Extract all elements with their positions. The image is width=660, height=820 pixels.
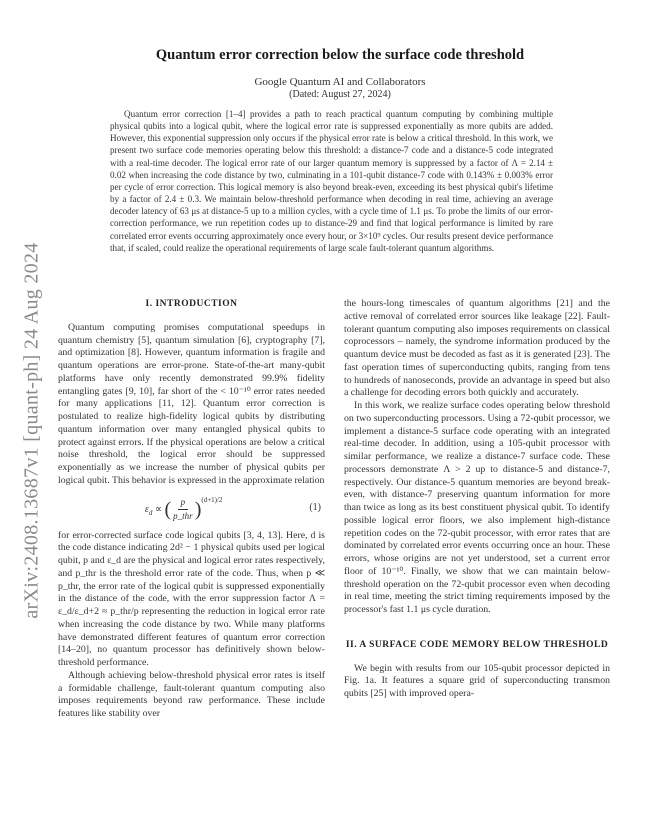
abstract: Quantum error correction [1–4] provides a path to reach practical quantum computing by combining multiple physical qubits into a logical qubit, where the logical error rate is suppressed exponentially as more qubits are added. However, this exponential suppression only occurs if the physical error rate is below a critical threshold. In this work, we present two surface code memories operating below this threshold: a distance-7 code and a distance-5 code integrated with a real-time decoder. The logical error rate of our larger quantum memory is suppressed by a factor of Λ = 2.14 ± 0.02 when increasing the code distance by two, culminating in a 101-qubit distance-7 code with 0.143% ± 0.003% error per cycle of error correction. This logical memory is also beyond break-even, exceeding its best physical qubit's lifetime by a factor of 2.4 ± 0.3. We maintain below-threshold performance when decoding in real time, achieving an average decoder latency of 63 μs at distance-5 up to a million cycles, with a cycle time of 1.1 μs. To probe the limits of our error-correction performance, we run repetition codes up to distance-29 and find that logical performance is limited by rare correlated error events occurring approximately once every hour, or 3×10⁹ cycles. Our results present device performance that, if scaled, could realize the operational requirements of large scale fault-tolerant quantum algorithms. (110, 109, 553, 253)
equation-number: (1) (309, 502, 321, 514)
right-column (344, 298, 610, 701)
intro-paragraph-2: for error-corrected surface code logical qubits [3, 4, 13]. Here, d is the code distance indicating 2d² − 1 physical qubits used per logical qubit, p and ε_d are the physical and logical error rates respectively, and p_thr is the threshold error rate of the code. Thus, when p ≪ p_thr, the error rate of the logical qubit is suppressed exponentially in the distance of the code, with the error suppression factor Λ = ε_d/ε_d+2 ≈ p_thr/p representing the reduction in logical error rate when increasing the code distance by two. While many platforms have demonstrated different features of quantum error correction [14–20], no quantum processor has definitively shown below-threshold performance. (58, 529, 325, 668)
section-spacer (344, 617, 610, 639)
surface-code-paragraph-1: We begin with results from our 105-qubit processor depicted in Fig. 1a. It features a square grid of superconducting transmon qubits [25] with improved opera- (344, 662, 610, 699)
intro-paragraph-1: Quantum computing promises computational speedups in quantum chemistry [5], quantum simulation [6], cryptography [7], and optimization [8]. However, quantum information is fragile and quantum operations are error-prone. State-of-the-art many-qubit platforms have only recently demonstrated 99.9% fidelity entangling gates [9, 10], far short of the < 10⁻¹⁰ error rates needed for many applications [11, 12]. Quantum error correction is postulated to realize high-fidelity logical qubits by distributing quantum information over many entangled physical qubits to protect against errors. If the physical operations are below a critical noise threshold, the logical error should be suppressed exponentially as we increase the number of physical qubits per logical qubit. This behavior is expressed in the approximate relation (58, 321, 325, 486)
intro-paragraph-3-continued: the hours-long timescales of quantum algorithms [21] and the active removal of correlated error sources like leakage [22]. Fault-tolerant quantum computing also imposes requirements on classical coprocessors – namely, the syndrome information produced by the quantum device must be decoded as fast as it is generated [23]. The fast operation times of superconducting qubits, ranging from tens to hundreds of nanoseconds, provide an advantage in speed but also a challenge for decoding errors both quickly and accurately. (344, 298, 610, 399)
paper-title: Quantum error correction below the surface code threshold (155, 47, 525, 63)
arxiv-identifier-text[interactable]: arXiv:2408.13687v1 [quant-ph] 24 Aug 2024 (20, 241, 43, 619)
section-heading-surface-code: II. A SURFACE CODE MEMORY BELOW THRESHOLD (345, 639, 609, 650)
equation-propto: ∝ (154, 504, 165, 516)
equation-denominator: p_thr (173, 511, 193, 522)
section-heading-introduction: I. INTRODUCTION (145, 299, 238, 309)
equation-exponent: (d+1)/2 (201, 496, 223, 505)
paper-authors: Google Quantum AI and Collaborators (254, 76, 426, 88)
equation-body (58, 494, 309, 523)
intro-paragraph-4: In this work, we realize surface codes operating below threshold on two superconducting processors. Using a 72-qubit processor, we implement a distance-5 surface code operating with an integrated real-time decoder. In addition, using a 105-qubit processor with similar performance, we realize a distance-7 surface code. These processors demonstrate Λ > 2 up to distance-5 and distance-7, respectively. Our distance-5 quantum memories are beyond break-even, with distance-7 preserving quantum information for more than twice as long as its best constituent physical qubit. To identify possible logical error floors, we also implement high-distance repetition codes on the 72-qubit processor, with error rates that are dominated by correlated error events occurring once an hour. These errors, whose origins are not yet understood, set a current error floor of 10⁻¹⁰. Finally, we show that we can maintain below-threshold operation on the 72-qubit processor even when decoding in real time, meeting the strict timing requirements imposed by the processor's fast 1.1 μs cycle duration. (344, 400, 610, 615)
intro-paragraph-3: Although achieving below-threshold physical error rates is itself a formidable challenge, fault-tolerant quantum computing also imposes requirements beyond raw performance. These include features like stability over (58, 669, 325, 719)
equation-lhs: ε (144, 504, 149, 516)
left-column (58, 298, 325, 721)
equation-1 (58, 488, 325, 530)
paper-date: (Dated: August 27, 2024) (289, 89, 391, 100)
equation-open-paren: ( (164, 498, 172, 521)
arxiv-identifier-stamp (14, 200, 50, 660)
equation-close-paren: ) (194, 498, 202, 521)
equation-numerator: p (178, 496, 189, 510)
equation-lhs-subscript: d (148, 509, 153, 518)
equation-fraction (173, 496, 193, 523)
